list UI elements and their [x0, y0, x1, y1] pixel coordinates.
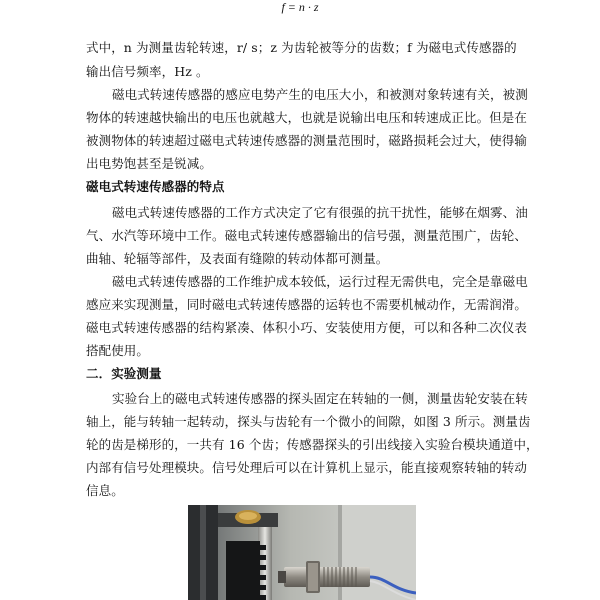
text-line: 磁电式转速传感器的结构紧凑、体积小巧、安装使用方便，可以和各种二次仪表: [86, 320, 528, 335]
text-line: 信息。: [86, 483, 124, 498]
section-heading: 磁电式转速传感器的特点: [86, 179, 225, 194]
sensor-photo: [188, 505, 416, 600]
text-line: 式中，n 为测量齿轮转速，r/ s；z 为齿轮被等分的齿数；f 为磁电式传感器的: [86, 40, 517, 55]
text-line: 轴上，能与转轴一起转动，探头与齿轮有一个微小的间隙，如图 3 所示。测量齿: [86, 414, 531, 429]
section-heading: 二．实验测量: [86, 366, 162, 381]
frequency-formula: f = n · z: [281, 0, 319, 14]
text-line: 感应来实现测量，同时磁电式转速传感器的运转也不需要机械动作，无需润滑。: [86, 297, 528, 312]
text-line: 磁电式转速传感器的工作方式决定了它有很强的抗干扰性，能够在烟雾、油: [112, 205, 528, 220]
text-line: 气、水汽等环境中工作。磁电式转速传感器输出的信号强，测量范围广，齿轮、: [86, 228, 528, 243]
text-line: 物体的转速越快输出的电压也就越大，也就是说输出电压和转速成正比。但是在: [86, 110, 528, 125]
text-line: 搭配使用。: [86, 343, 150, 358]
text-line: 实验台上的磁电式转速传感器的探头固定在转轴的一侧，测量齿轮安装在转: [112, 391, 528, 406]
text-line: 被测物体的转速超过磁电式转速传感器的测量范围时，磁路损耗会过大，使得输: [86, 133, 528, 148]
text-line: 出电势饱甚至是锐减。: [86, 156, 213, 171]
text-line: 磁电式转速传感器的工作维护成本较低，运行过程无需供电，完全是靠磁电: [112, 274, 528, 289]
text-line: 轮的齿是梯形的，一共有 16 个齿；传感器探头的引出线接入实验台模块通道中，: [86, 437, 539, 452]
text-line: 曲轴、轮辐等部件，及表面有缝隙的转动体都可测量。: [86, 251, 389, 266]
text-line: 输出信号频率，Hz 。: [86, 64, 209, 79]
text-line: 磁电式转速传感器的感应电势产生的电压大小，和被测对象转速有关，被测: [112, 87, 528, 102]
text-line: 内部有信号处理模块。信号处理后可以在计算机上显示，能直接观察转轴的转动: [86, 460, 528, 475]
